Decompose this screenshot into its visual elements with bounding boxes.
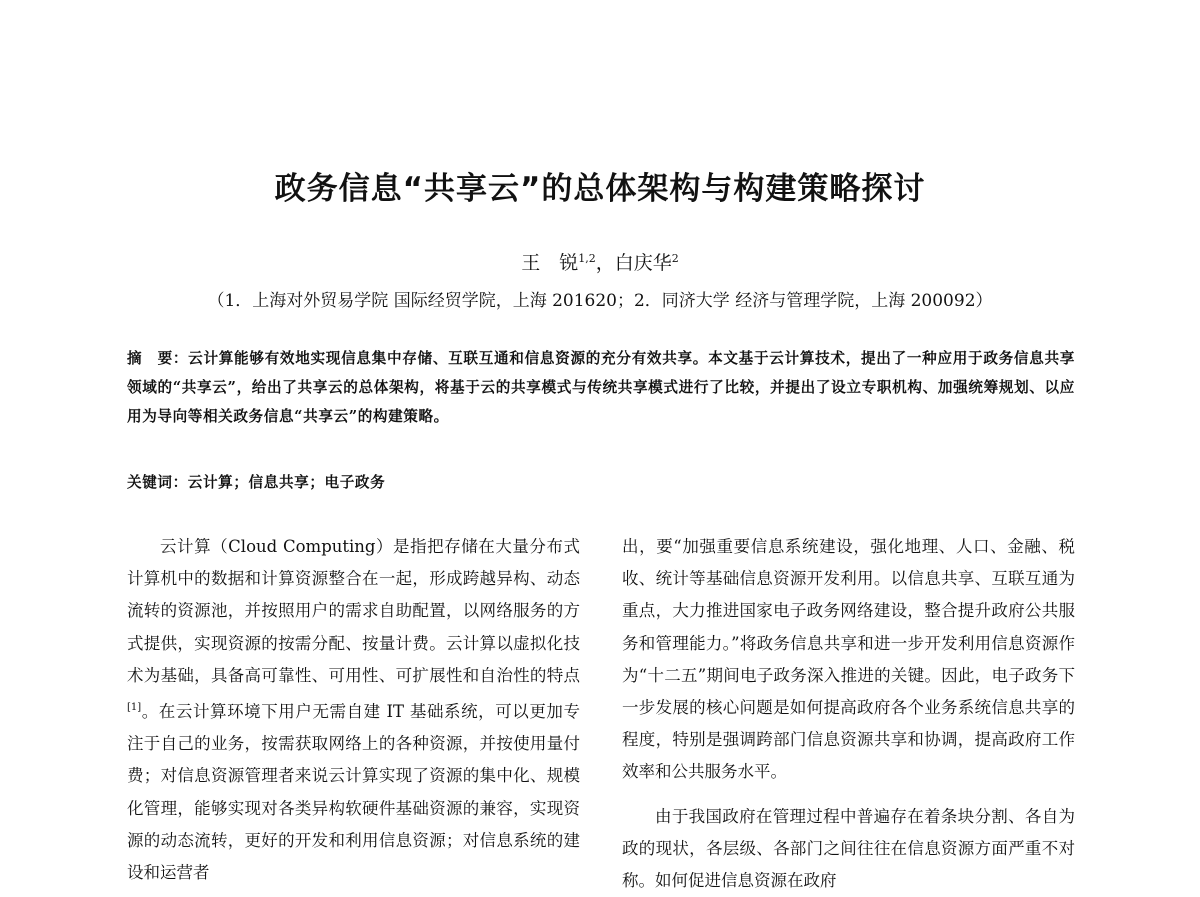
author-affiliation-mark: 1,2: [578, 252, 596, 265]
affiliations: （1．上海对外贸易学院 国际经贸学院，上海 201620；2．同济大学 经济与管理学院，上海 200092）: [207, 291, 993, 311]
body-paragraph: 出，要“加强重要信息系统建设，强化地理、人口、金融、税收、统计等基础信息资源开发利用。以信息共享、互联互通为重点，大力推进国家电子政务网络建设，整合提升政府公共服务和管理能力。”将政务信息共享和进一步开发利用信息资源作为“十二五”期间电子政务深入推进的关键。因此，电子政务下一步发展的核心问题是如何提高政府各个业务系统信息共享的程度，特别是强调跨部门信息资源共享和协调，提高政府工作效率和公共服务水平。: [622, 537, 1075, 782]
keywords: [127, 469, 1075, 497]
abstract: [127, 344, 1075, 431]
author-separator: ，: [595, 252, 615, 274]
body-paragraph: [127, 531, 580, 889]
body-text: 云计算（Cloud Computing）是指把存储在大量分布式计算机中的数据和计算资源整合在一起，形成跨越异构、动态流转的资源池，并按照用户的需求自助配置，以网络服务的方式提供，实现资源的按需分配、按量计费。云计算以虚拟化技术为基础，具备高可靠性、可用性、可扩展性和自治性的特点: [127, 537, 580, 685]
author-name: 王 锐: [521, 252, 579, 274]
body-column-right: [622, 531, 1075, 897]
keywords-label: 关键词：: [127, 474, 188, 491]
paper-title: 政务信息“共享云”的总体架构与构建策略探讨: [274, 171, 926, 207]
author-name: 白庆华: [614, 252, 672, 274]
keywords-text: 云计算；信息共享；电子政务: [187, 474, 386, 491]
body-paragraph: 由于我国政府在管理过程中普遍存在着条块分割、各自为政的现状，各层级、各部门之间往往在信息资源方面严重不对称。如何促进信息资源在政府: [622, 806, 1075, 891]
body-column-left: [127, 531, 580, 889]
abstract-label: 摘 要：: [127, 350, 189, 367]
citation-ref: [1]: [127, 702, 142, 714]
abstract-text: 云计算能够有效地实现信息集中存储、互联互通和信息资源的充分有效共享。本文基于云计算技术，提出了一种应用于政务信息共享领域的“共享云”，给出了共享云的总体架构，将基于云的共享模式与传统共享模式进行了比较，并提出了设立专职机构、加强统筹规划、以应用为导向等相关政务信息“共享云”的构建策略。: [127, 350, 1075, 425]
author-affiliation-mark: 2: [671, 252, 679, 265]
author-line: [0, 248, 1200, 275]
body-text: 。在云计算环境下用户无需自建 IT 基础系统，可以更加专注于自己的业务，按需获取网络上的各种资源，并按使用量付费；对信息资源管理者来说云计算实现了资源的集中化、规模化管理，能够实现对各类异构软硬件基础资源的兼容，实现资源的动态流转，更好的开发和利用信息资源；对信息系统的建设和运营者: [127, 702, 580, 883]
